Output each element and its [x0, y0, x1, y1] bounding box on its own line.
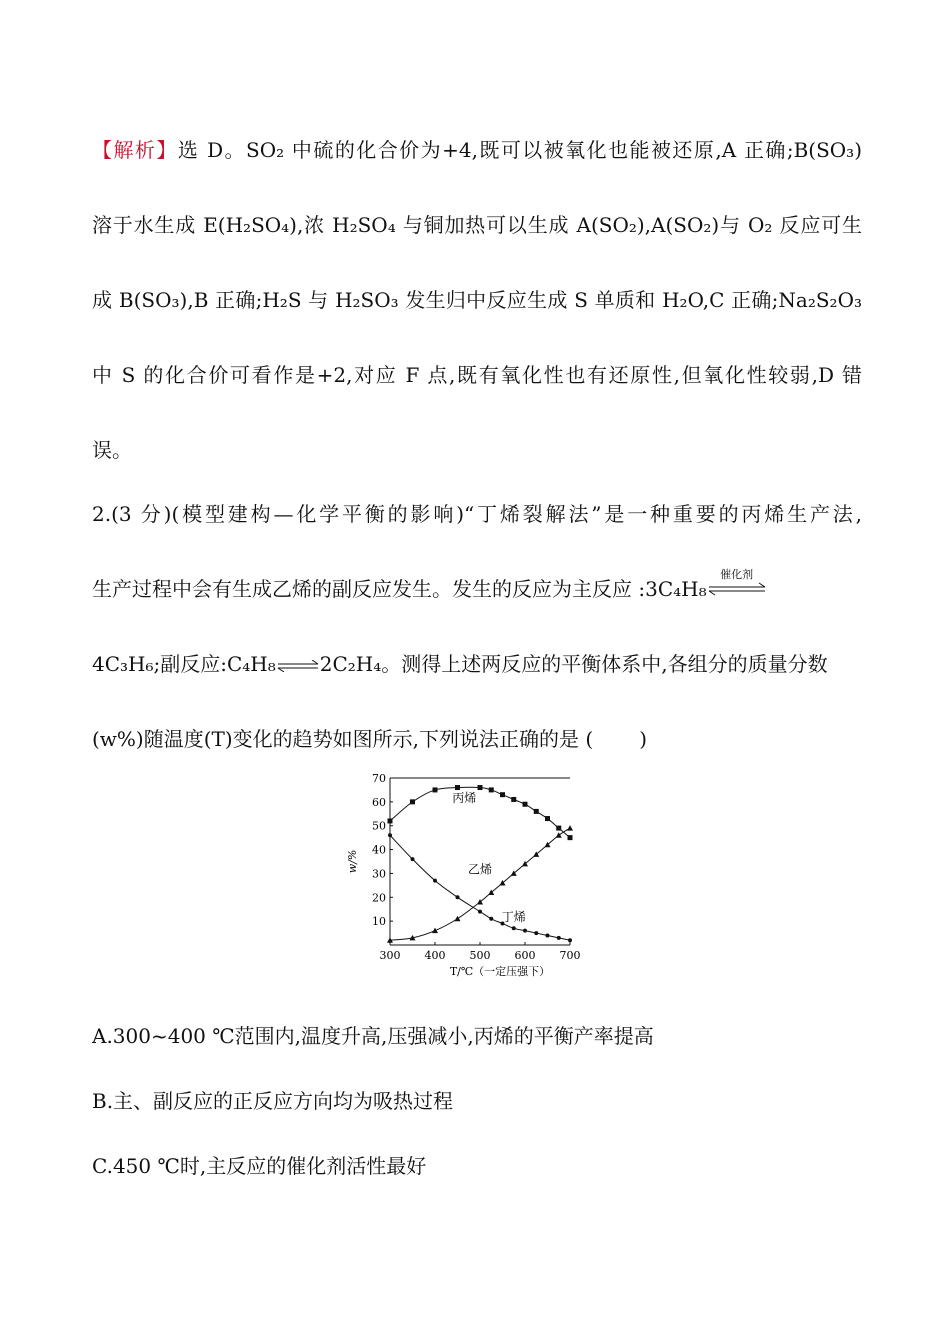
analysis-tag: 【解析】 [92, 138, 178, 162]
data-point-square [523, 802, 528, 807]
analysis-line-3: 成 B(SO₃),B 正确;H₂S 与 H₂SO₃ 发生归中反应生成 S 单质和 H₂O,C 正确;Na₂S₂O₃ [92, 288, 862, 312]
series-line-1 [390, 828, 570, 940]
question-text-3a: 4C₃H₆;副反应:C₄H₈ [92, 652, 276, 676]
y-tick-label: 60 [372, 795, 386, 809]
data-point-circle [534, 931, 538, 935]
question-line-3 [92, 650, 862, 678]
y-axis-label: w/% [346, 849, 359, 874]
data-point-circle [388, 833, 392, 837]
data-point-circle [456, 895, 460, 899]
question-line-4 [92, 725, 862, 753]
data-point-square [500, 792, 505, 797]
data-point-square [545, 816, 550, 821]
x-tick-label: 300 [379, 949, 401, 962]
analysis-line-1 [92, 136, 862, 164]
x-axis-label: T/℃（一定压强下） [449, 965, 551, 978]
y-tick-label: 50 [372, 819, 386, 833]
option-c: C.450 ℃时,主反应的催化剂活性最好 [92, 1154, 427, 1178]
y-tick-label: 30 [372, 867, 386, 881]
series-line-0 [390, 787, 570, 837]
data-point-circle [433, 879, 437, 883]
analysis-line-5: 误。 [92, 438, 132, 462]
x-tick-label: 600 [514, 949, 536, 962]
data-point-circle [568, 938, 572, 942]
temperature-mass-fraction-chart [330, 760, 620, 980]
data-point-square [455, 785, 460, 790]
analysis-line-2: 溶于水生成 E(H₂SO₄),浓 H₂SO₄ 与铜加热可以生成 A(SO₂),A(SO₂)与 O₂ 反应可生 [92, 213, 862, 237]
data-point-square [534, 809, 539, 814]
data-point-square [568, 835, 573, 840]
equilibrium-arrow-catalyst [707, 568, 767, 603]
data-point-square [478, 785, 483, 790]
analysis-text-1: 选 D。SO₂ 中硫的化合价为+4,既可以被氧化也能被还原,A 正确;B(SO₃) [177, 138, 862, 162]
series-label-0: 丙烯 [452, 790, 477, 805]
data-point-square [388, 818, 393, 823]
catalyst-label: 催化剂 [720, 568, 754, 581]
equilibrium-arrow-icon [276, 660, 320, 672]
x-tick-label: 500 [469, 949, 491, 962]
data-point-triangle [432, 928, 438, 934]
data-point-circle [512, 926, 516, 930]
data-point-square [556, 826, 561, 831]
question-line-2 [92, 568, 862, 603]
data-point-triangle [455, 916, 461, 922]
data-point-square [489, 787, 494, 792]
data-point-triangle [556, 832, 562, 838]
series-label-2: 丁烯 [501, 910, 526, 925]
data-point-square [511, 797, 516, 802]
question-text-4b: ) [639, 727, 648, 751]
data-point-square [433, 787, 438, 792]
data-point-circle [546, 933, 550, 937]
y-tick-label: 40 [372, 843, 386, 857]
option-a: A.300~400 ℃范围内,温度升高,压强减小,丙烯的平衡产率提高 [92, 1024, 654, 1048]
question-text-4a: (w%)随温度(T)变化的趋势如图所示,下列说法正确的是 ( [92, 727, 594, 751]
data-point-circle [478, 910, 482, 914]
data-point-circle [489, 917, 493, 921]
data-point-circle [523, 929, 527, 933]
data-point-square [410, 799, 415, 804]
y-tick-label: 70 [372, 772, 386, 785]
data-point-circle [557, 936, 561, 940]
option-b: B.主、副反应的正反应方向均为吸热过程 [92, 1089, 454, 1113]
series-line-2 [390, 835, 570, 940]
question-text-3b: 2C₂H₄。测得上述两反应的平衡体系中,各组分的质量分数 [319, 652, 828, 676]
data-point-circle [411, 857, 415, 861]
y-tick-label: 20 [372, 891, 386, 905]
y-tick-label: 10 [372, 915, 386, 929]
data-point-triangle [567, 825, 573, 831]
question-line-1: 2.(3 分)(模型建构—化学平衡的影响)“丁烯裂解法”是一种重要的丙烯生产法, [92, 502, 862, 526]
question-text-2: 生产过程中会有生成乙烯的副反应发生。发生的反应为主反应 :3C₄H₈ [92, 577, 707, 601]
x-tick-label: 400 [424, 949, 446, 962]
analysis-line-4: 中 S 的化合价可看作是+2,对应 F 点,既有氧化性也有还原性,但氧化性较弱,D 错 [92, 363, 862, 387]
x-tick-label: 700 [559, 949, 581, 962]
series-label-1: 乙烯 [467, 862, 493, 877]
